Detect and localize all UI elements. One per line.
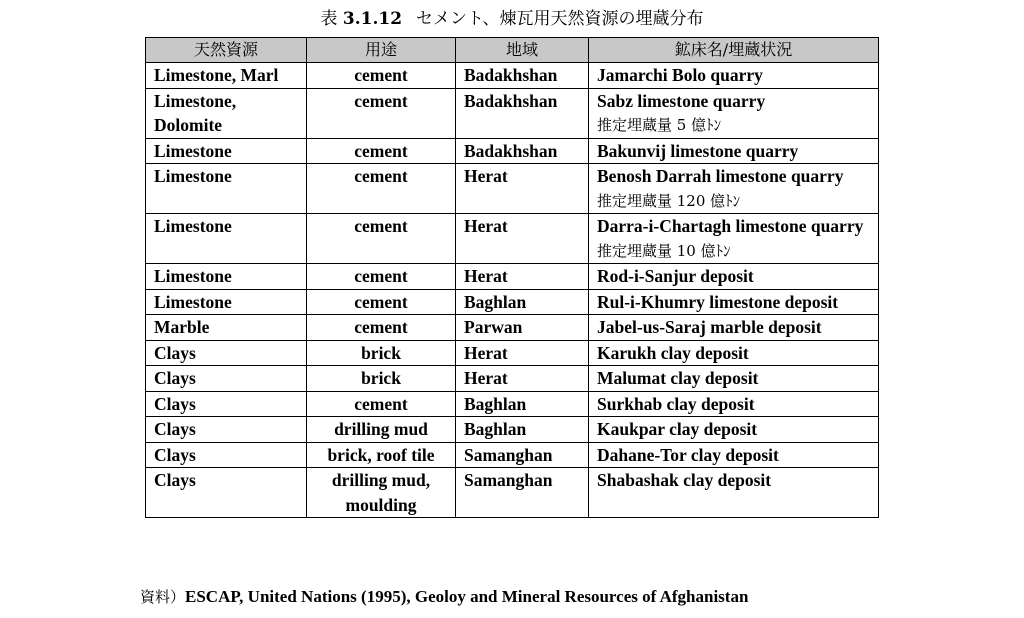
table-row <box>146 214 879 264</box>
deposit-name: Surkhab clay deposit <box>597 393 755 414</box>
cell-resource: Limestone <box>146 138 307 164</box>
cell-deposit <box>589 468 879 518</box>
cell-deposit <box>589 442 879 468</box>
cell-deposit <box>589 88 879 138</box>
caption-prefix: 表 <box>320 9 338 29</box>
cell-deposit <box>589 391 879 417</box>
deposit-name: Dahane-Tor clay deposit <box>597 444 779 465</box>
cell-region: Badakhshan <box>456 88 589 138</box>
cell-use: drilling mud, moulding <box>307 468 456 518</box>
cell-deposit <box>589 138 879 164</box>
cell-use: brick <box>307 366 456 392</box>
cell-resource: Limestone <box>146 214 307 264</box>
source-label: 資料） <box>140 588 186 606</box>
cell-use: cement <box>307 315 456 341</box>
deposit-name: Karukh clay deposit <box>597 342 749 363</box>
table-row <box>146 391 879 417</box>
cell-use: cement <box>307 88 456 138</box>
table-body <box>146 63 879 518</box>
caption-number: 3.1.12 <box>342 9 403 29</box>
cell-use: cement <box>307 289 456 315</box>
cell-region: Herat <box>456 164 589 214</box>
cell-use: brick <box>307 340 456 366</box>
deposit-name: Rul-i-Khumry limestone deposit <box>597 291 839 312</box>
cell-deposit <box>589 164 879 214</box>
deposit-name: Sabz limestone quarry <box>597 90 766 111</box>
cell-use: brick, roof tile <box>307 442 456 468</box>
cell-region: Herat <box>456 340 589 366</box>
table-row <box>146 264 879 290</box>
reserve-estimate: 推定埋蔵量 10 億ﾄﾝ <box>597 241 731 260</box>
cell-deposit <box>589 289 879 315</box>
cell-resource: Limestone <box>146 289 307 315</box>
cell-use: cement <box>307 138 456 164</box>
table-row <box>146 468 879 518</box>
resource-table <box>145 37 879 518</box>
cell-resource: Limestone <box>146 164 307 214</box>
table-row <box>146 164 879 214</box>
header-resource: 天然資源 <box>146 38 307 63</box>
header-use: 用途 <box>307 38 456 63</box>
cell-region: Badakhshan <box>456 63 589 89</box>
cell-deposit <box>589 366 879 392</box>
cell-resource: Clays <box>146 391 307 417</box>
caption-title: セメント、煉瓦用天然資源の埋蔵分布 <box>416 9 704 29</box>
deposit-name: Jamarchi Bolo quarry <box>597 65 763 85</box>
reserve-estimate: 推定埋蔵量 120 億ﾄﾝ <box>597 191 741 210</box>
table-row <box>146 417 879 443</box>
table-row <box>146 289 879 315</box>
cell-resource: Clays <box>146 417 307 443</box>
deposit-name: Darra-i-Chartagh limestone quarry <box>597 216 864 236</box>
header-deposit: 鉱床名/埋蔵状況 <box>589 38 879 63</box>
deposit-name: Benosh Darrah limestone quarry <box>597 166 844 186</box>
source-note <box>140 586 748 608</box>
cell-region: Badakhshan <box>456 138 589 164</box>
deposit-name: Malumat clay deposit <box>597 368 759 388</box>
cell-use: cement <box>307 264 456 290</box>
table-row <box>146 340 879 366</box>
cell-deposit <box>589 315 879 341</box>
cell-use: cement <box>307 164 456 214</box>
cell-region: Samanghan <box>456 442 589 468</box>
header-region: 地域 <box>456 38 589 63</box>
cell-deposit <box>589 63 879 89</box>
cell-resource: Clays <box>146 468 307 518</box>
table-row <box>146 315 879 341</box>
cell-resource: Limestone <box>146 264 307 290</box>
cell-deposit <box>589 340 879 366</box>
cell-region: Samanghan <box>456 468 589 518</box>
cell-resource: Limestone, Marl <box>146 63 307 89</box>
cell-resource: Marble <box>146 315 307 341</box>
cell-use: drilling mud <box>307 417 456 443</box>
reserve-estimate: 推定埋蔵量 5 億ﾄﾝ <box>597 116 722 134</box>
table-row <box>146 366 879 392</box>
deposit-name: Shabashak clay deposit <box>597 470 772 490</box>
table-caption <box>0 6 1024 32</box>
deposit-name: Rod-i-Sanjur deposit <box>597 266 754 286</box>
cell-region: Parwan <box>456 315 589 341</box>
deposit-name: Bakunvij limestone quarry <box>597 140 799 161</box>
source-text: ESCAP, United Nations (1995), Geoloy and Mineral Resources of Afghanistan <box>185 587 749 606</box>
cell-resource: Clays <box>146 366 307 392</box>
cell-use: cement <box>307 391 456 417</box>
cell-use: cement <box>307 214 456 264</box>
cell-region: Baghlan <box>456 417 589 443</box>
deposit-name: Kaukpar clay deposit <box>597 419 758 439</box>
cell-region: Herat <box>456 264 589 290</box>
cell-deposit <box>589 264 879 290</box>
deposit-name: Jabel-us-Saraj marble deposit <box>597 317 822 337</box>
cell-region: Baghlan <box>456 289 589 315</box>
cell-deposit <box>589 214 879 264</box>
table-row <box>146 88 879 138</box>
table-row <box>146 63 879 89</box>
cell-region: Herat <box>456 214 589 264</box>
cell-deposit <box>589 417 879 443</box>
table-header-row <box>146 38 879 63</box>
cell-region: Baghlan <box>456 391 589 417</box>
cell-resource: Limestone, Dolomite <box>146 88 307 138</box>
cell-resource: Clays <box>146 442 307 468</box>
cell-region: Herat <box>456 366 589 392</box>
cell-resource: Clays <box>146 340 307 366</box>
table-row <box>146 442 879 468</box>
cell-use: cement <box>307 63 456 89</box>
table-row <box>146 138 879 164</box>
